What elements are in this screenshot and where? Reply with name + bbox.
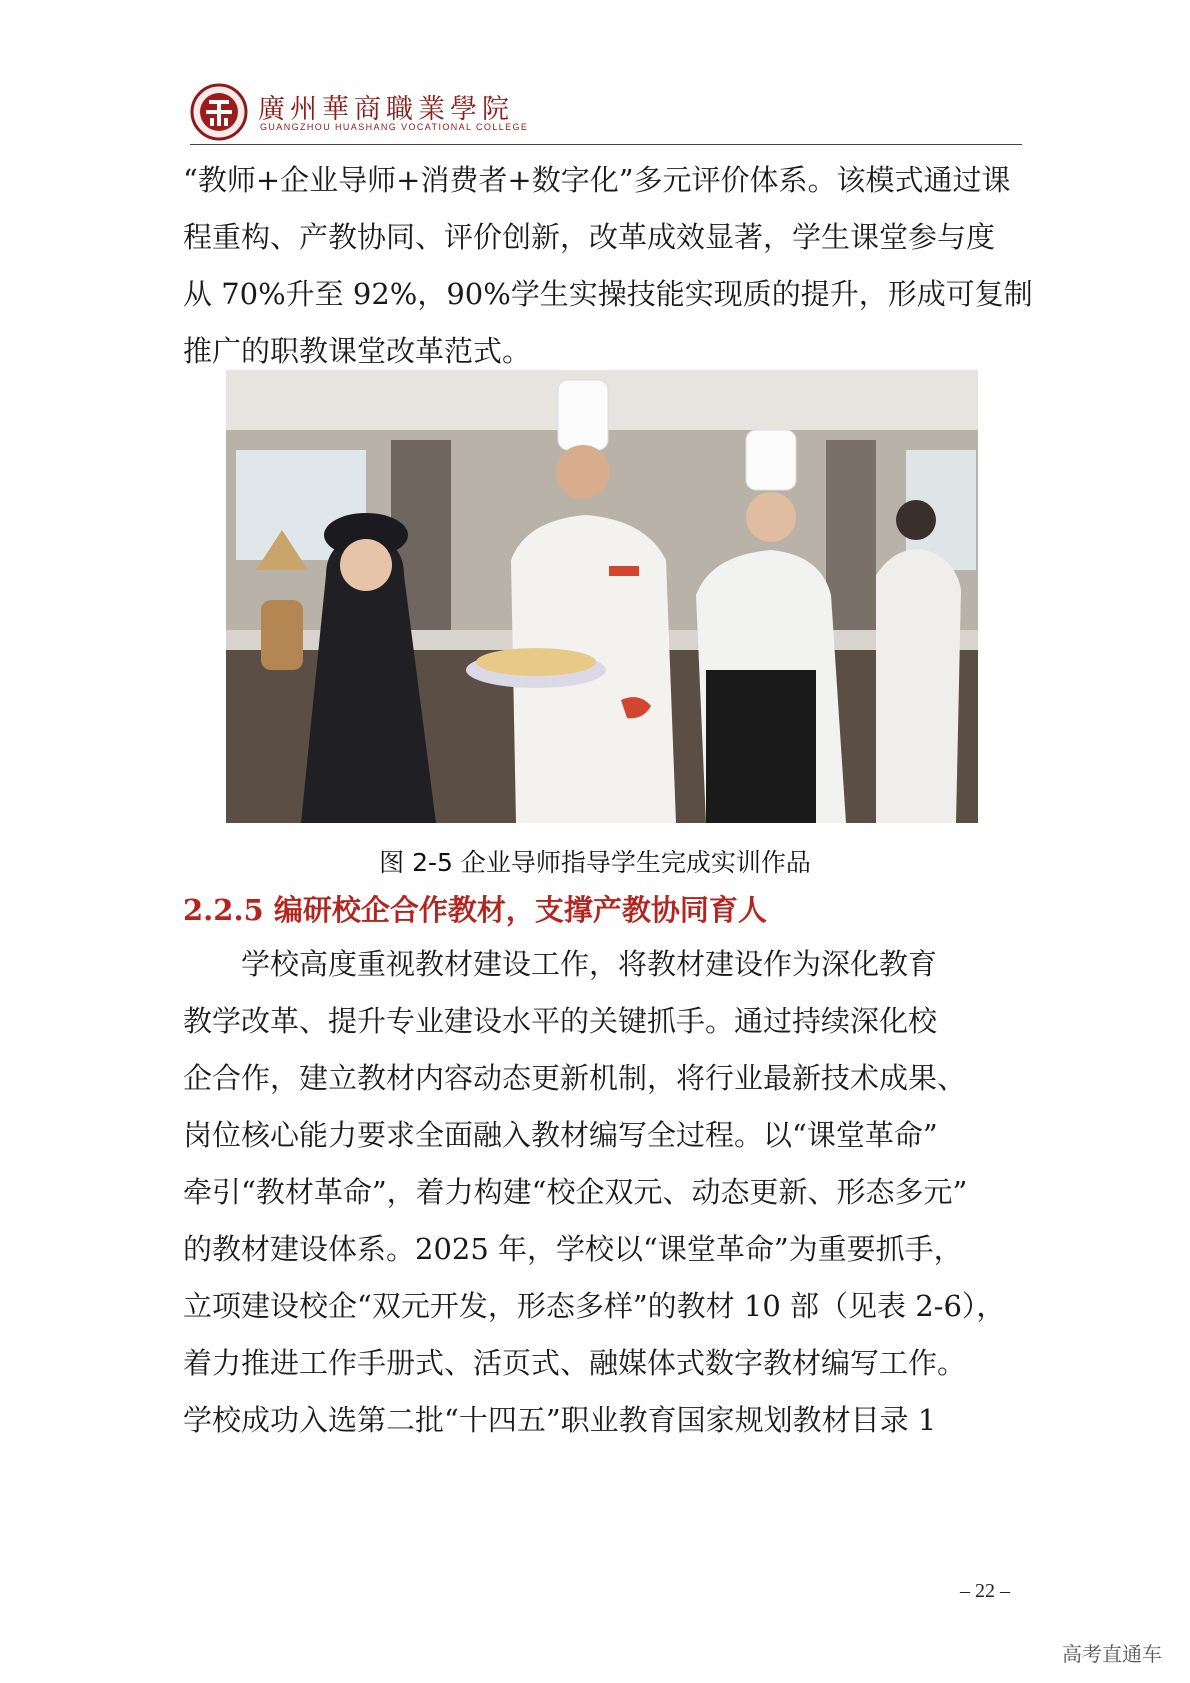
text-line: 岗位核心能力要求全面融入教材编写全过程。以“课堂革命” (183, 1118, 938, 1152)
text-line: 立项建设校企“双元开发，形态多样”的教材 10 部（见表 2-6）， (183, 1289, 1006, 1323)
school-name-cn: 廣州華商職業學院 (258, 94, 514, 125)
text-line: 着力推进工作手册式、活页式、融媒体式数字教材编写工作。 (183, 1346, 967, 1380)
text-line: 教学改革、提升专业建设水平的关键抓手。通过持续深化校 (183, 1004, 938, 1038)
text-line: 从 70%升至 92%，90%学生实操技能实现质的提升，形成可复制 (183, 277, 1033, 311)
text-line: 企合作，建立教材内容动态更新机制，将行业最新技术成果、 (183, 1061, 967, 1095)
text-line: “教师+企业导师+消费者+数字化”多元评价体系。该模式通过课 (183, 163, 1011, 197)
header-divider (190, 144, 1022, 145)
text-line: 推广的职教课堂改革范式。 (183, 334, 532, 368)
text-line: 程重构、产教协同、评价创新，改革成效显著，学生课堂参与度 (183, 220, 996, 254)
school-logo-icon (190, 83, 248, 141)
figure-photo-chefs (226, 370, 978, 823)
page-header (190, 78, 1022, 146)
text-line: 牵引“教材革命”，着力构建“校企双元、动态更新、形态多元” (183, 1175, 968, 1209)
body-paragraph-1 (183, 152, 1033, 380)
text-line: 的教材建设体系。2025 年，学校以“课堂革命”为重要抓手， (183, 1232, 963, 1266)
figure-caption: 图 2-5 企业导师指导学生完成实训作品 (379, 848, 811, 877)
school-name-en: GUANGZHOU HUASHANG VOCATIONAL COLLEGE (260, 122, 529, 132)
text-line: 学校成功入选第二批“十四五”职业教育国家规划教材目录 1 (183, 1403, 937, 1437)
section-heading: 2.2.5 编研校企合作教材，支撑产教协同育人 (183, 893, 767, 927)
body-paragraph-2 (183, 936, 1023, 1449)
page-number: – 22 – (960, 1580, 1010, 1602)
text-line: 学校高度重视教材建设工作，将教材建设作为深化教育 (183, 947, 938, 981)
watermark-text: 高考直通车 (1062, 1642, 1162, 1666)
